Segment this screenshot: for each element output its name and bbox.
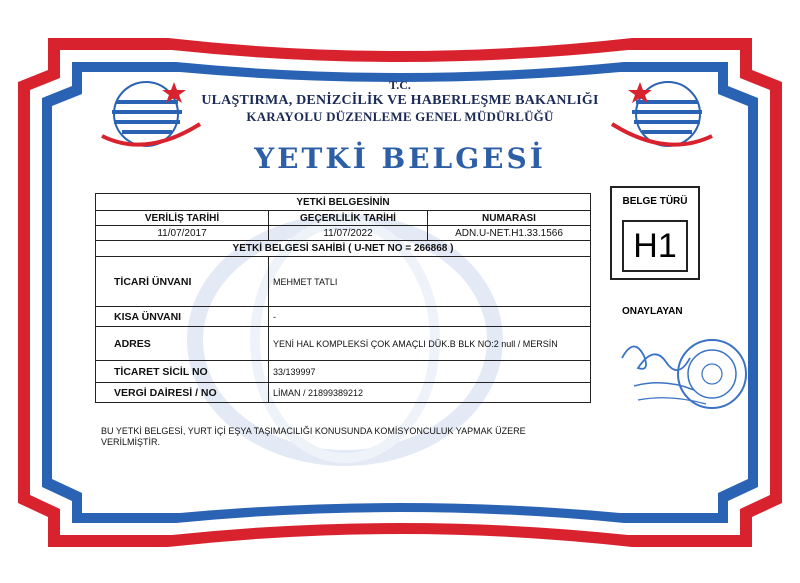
row-value: MEHMET TATLI [269,257,591,307]
owner-header: YETKİ BELGESİ SAHİBİ ( U-NET NO = 266868 ) [96,241,591,257]
validity-date-value: 11/07/2022 [269,226,428,241]
approver-label: ONAYLAYAN [622,306,683,317]
number-value: ADN.U-NET.H1.33.1566 [428,226,591,241]
belge-turu-label: BELGE TÜRÜ [622,196,688,207]
row-value: YENİ HAL KOMPLEKSİ ÇOK AMAÇLI DÜK.B BLK NO:2 null / MERSİN [269,327,591,361]
ministry-header [0,78,800,125]
row-value: - [269,307,591,327]
row-label: KISA ÜNVANI [96,307,269,327]
table-caption: YETKİ BELGESİNİN [96,194,591,211]
header-tc: T.C. [389,78,411,92]
row-label: TİCARİ ÜNVANI [96,257,269,307]
col-header-number: NUMARASI [428,211,591,226]
belge-turu-code: H1 [622,220,688,272]
table-row [96,327,591,361]
col-header-issue-date: VERİLİŞ TARİHİ [96,211,269,226]
row-label: TİCARET SİCİL NO [96,361,269,383]
table-row [96,307,591,327]
row-label: ADRES [96,327,269,361]
header-directorate: KARAYOLU DÜZENLEME GENEL MÜDÜRLÜĞÜ [246,109,554,124]
row-value: LİMAN / 21899389212 [269,383,591,403]
footer-statement: BU YETKİ BELGESİ, YURT İÇİ EŞYA TAŞIMACILIĞI KONUSUNDA KOMİSYONCULUK YAPMAK ÜZERE VERİLMİŞTİR. [101,426,526,447]
certificate-table [95,193,591,403]
table-row [96,383,591,403]
col-header-validity-date: GEÇERLİLİK TARİHİ [269,211,428,226]
row-label: VERGİ DAİRESİ / NO [96,383,269,403]
belge-turu-box [610,186,700,280]
row-value: 33/139997 [269,361,591,383]
issue-date-value: 11/07/2017 [96,226,269,241]
header-ministry: ULAŞTIRMA, DENİZCİLİK VE HABERLEŞME BAKANLIĞI [201,93,599,108]
official-stamp-icon [614,328,754,428]
table-row [96,257,591,307]
table-row [96,361,591,383]
document-title: YETKİ BELGESİ [254,142,546,175]
